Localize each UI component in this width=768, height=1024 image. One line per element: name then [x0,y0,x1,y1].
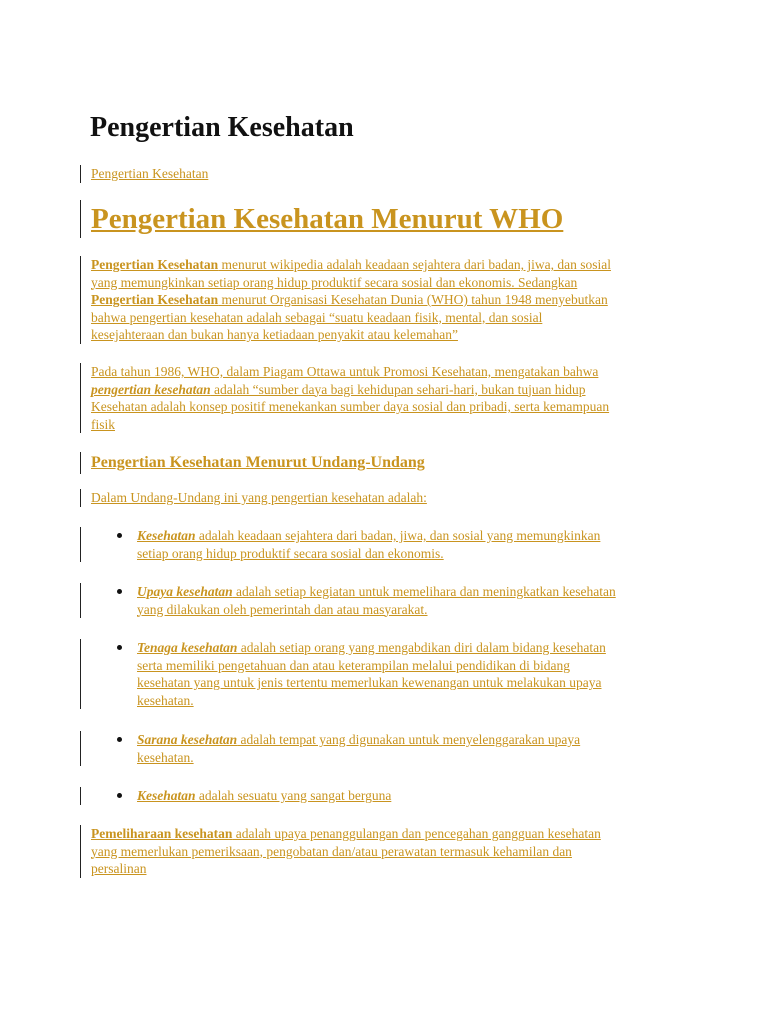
list-item [80,583,681,618]
list-item-link[interactable] [137,528,600,561]
bullet-icon [117,737,122,742]
who-heading-link[interactable]: Pengertian Kesehatan Menurut WHO [91,203,564,235]
p2-line1: Pada tahun 1986, WHO, dalam Piagam Ottawa untuk Promosi Kesehatan, mengatakan bahwa [91,364,599,379]
list-item [80,787,681,805]
list-item [80,527,681,562]
paragraph-pemeliharaan-link[interactable] [91,826,601,876]
list-item-link[interactable] [137,732,580,765]
page-title: Pengertian Kesehatan [90,112,354,143]
paragraph-who-definition [80,256,691,344]
term-pengertian-kesehatan-2: Pengertian Kesehatan [91,292,219,307]
bullet-icon [117,645,122,650]
term-pemeliharaan-kesehatan: Pemeliharaan kesehatan [91,826,233,841]
uu-heading-link[interactable]: Pengertian Kesehatan Menurut Undang-Undang [91,454,425,471]
list-item-line2: kesehatan. [137,749,194,765]
p1-line5: kesejahteraan dan bukan hanya ketiadaan penyakit atau kelemahan” [91,327,458,342]
list-item-link[interactable] [137,640,606,708]
list-item-line2: serta memiliki pengetahuan dan atau keterampilan melalui pendidikan di bidang [137,657,570,673]
list-item-term: Sarana kesehatan [137,732,238,747]
list-item-line4: kesehatan. [137,692,194,708]
list-item-line3: kesehatan yang untuk jenis tertentu memerlukan kewenangan untuk melakukan upaya [137,675,602,690]
list-item-line2: yang dilakukan oleh pemerintah dan atau masyarakat. [137,601,428,617]
p3-line3: persalinan [91,861,147,876]
list-item-line1: adalah keadaan sejahtera dari badan, jiwa, dan sosial yang memungkinkan [195,528,601,543]
top-link[interactable]: Pengertian Kesehatan [91,166,209,181]
list-item-line1: adalah sesuatu yang sangat berguna [195,788,392,803]
p3-line1: adalah upaya penanggulangan dan pencegahan gangguan kesehatan [232,826,601,841]
p3-line2: yang memerlukan pemeriksaan, pengobatan dan/atau perawatan termasuk kehamilan dan [91,843,572,859]
list-item-term: Kesehatan [137,788,196,803]
bullet-icon [117,793,122,798]
list-item-link[interactable] [137,788,391,803]
p1-line3: menurut Organisasi Kesehatan Dunia (WHO) tahun 1948 menyebutkan [218,292,608,307]
p1-line2: yang memungkinkan setiap orang hidup produktif secara sosial dan ekonomis. Sedangkan [91,274,578,290]
p1-line4: bahwa pengertian kesehatan adalah sebagai “suatu keadaan fisik, mental, dan sosial [91,309,543,325]
paragraph-pemeliharaan [80,825,691,878]
list-item-term: Upaya kesehatan [137,584,233,599]
p1-line1: menurut wikipedia adalah keadaan sejahtera dari badan, jiwa, dan sosial [218,257,611,272]
list-item-link[interactable] [137,584,616,617]
paragraph-ottawa [80,363,691,433]
bullet-icon [117,533,122,538]
p2-line2: adalah “sumber daya bagi kehidupan sehari-hari, bukan tujuan hidup [210,381,586,397]
list-item [80,731,681,766]
paragraph-who-link[interactable] [91,257,611,342]
list-item-term: Tenaga kesehatan [137,640,238,655]
p2-line3: Kesehatan adalah konsep positif menekankan sumber daya sosial dan pribadi, serta kemampuan [91,399,610,414]
top-link-block [80,165,691,183]
p2-line4: fisik [91,416,116,432]
intro-link[interactable]: Dalam Undang-Undang ini yang pengertian kesehatan adalah: [91,490,427,505]
intro-paragraph [80,489,691,507]
bullet-icon [117,589,122,594]
list-item-line1: adalah setiap kegiatan untuk memelihara dan meningkatkan kesehatan [232,584,616,599]
list-item-line2: setiap orang hidup produktif secara sosial dan ekonomis. [137,545,444,561]
term-pengertian-kesehatan-italic: pengertian kesehatan [91,381,211,397]
who-heading-block [80,200,691,238]
list-item [80,639,681,709]
list-item-line1: adalah setiap orang yang mengabdikan diri dalam bidang kesehatan [237,640,606,655]
paragraph-ottawa-link[interactable] [91,364,609,432]
list-item-line1: adalah tempat yang digunakan untuk menyelenggarakan upaya [237,732,581,747]
list-item-term: Kesehatan [137,528,196,543]
uu-heading-block [80,452,691,474]
term-pengertian-kesehatan-1: Pengertian Kesehatan [91,257,219,272]
